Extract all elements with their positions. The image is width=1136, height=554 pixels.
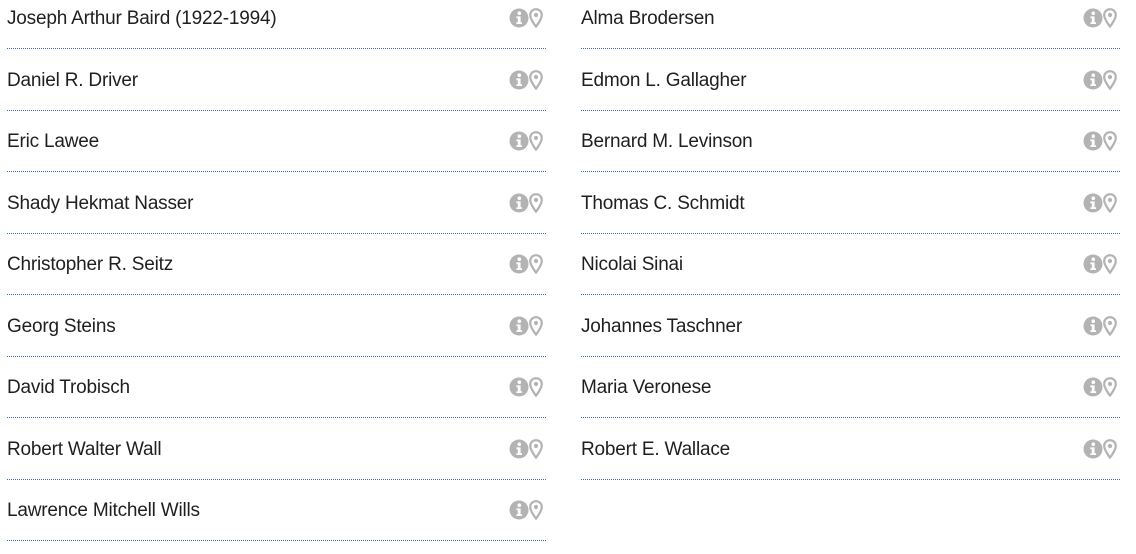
map-marker-icon[interactable] <box>529 70 543 90</box>
info-icon[interactable] <box>1083 193 1103 213</box>
map-marker-icon[interactable] <box>529 377 543 397</box>
person-actions <box>1083 253 1117 275</box>
row-divider <box>7 417 546 418</box>
person-actions <box>509 7 543 29</box>
row-divider <box>7 171 546 172</box>
person-name-link[interactable]: Robert Walter Wall <box>7 438 162 460</box>
row-divider <box>7 479 546 480</box>
person-column-left <box>7 0 546 554</box>
info-icon[interactable] <box>509 377 529 397</box>
person-actions <box>509 69 543 91</box>
person-row <box>581 62 1120 124</box>
map-marker-icon[interactable] <box>1103 8 1117 28</box>
info-icon[interactable] <box>509 500 529 520</box>
person-name-link[interactable]: Georg Steins <box>7 315 116 337</box>
info-icon[interactable] <box>1083 131 1103 151</box>
person-name-link[interactable]: Daniel R. Driver <box>7 69 138 91</box>
map-marker-icon[interactable] <box>529 439 543 459</box>
person-name-link[interactable]: Lawrence Mitchell Wills <box>7 500 200 521</box>
person-name-link[interactable]: Robert E. Wallace <box>581 438 731 460</box>
map-marker-icon[interactable] <box>529 193 543 213</box>
info-icon[interactable] <box>509 439 529 459</box>
row-divider <box>581 417 1120 418</box>
row-divider <box>7 540 546 541</box>
row-divider <box>7 48 546 49</box>
person-row <box>581 246 1120 308</box>
info-icon[interactable] <box>1083 8 1103 28</box>
person-row <box>7 62 546 124</box>
info-icon[interactable] <box>509 70 529 90</box>
map-marker-icon[interactable] <box>529 8 543 28</box>
map-marker-icon[interactable] <box>1103 439 1117 459</box>
person-actions <box>1083 315 1117 337</box>
person-row <box>581 0 1120 62</box>
map-marker-icon[interactable] <box>1103 70 1117 90</box>
row-divider <box>581 356 1120 357</box>
person-row <box>7 0 546 62</box>
person-actions <box>509 130 543 152</box>
row-divider <box>581 294 1120 295</box>
row-divider <box>7 356 546 357</box>
map-marker-icon[interactable] <box>1103 254 1117 274</box>
map-marker-icon[interactable] <box>529 131 543 151</box>
row-divider <box>581 233 1120 234</box>
person-actions <box>1083 69 1117 91</box>
map-marker-icon[interactable] <box>529 500 543 520</box>
person-row <box>581 123 1120 185</box>
row-divider <box>581 479 1120 480</box>
map-marker-icon[interactable] <box>1103 377 1117 397</box>
map-marker-icon[interactable] <box>1103 193 1117 213</box>
person-row <box>7 246 546 308</box>
person-row <box>7 431 546 493</box>
person-actions <box>1083 376 1117 398</box>
map-marker-icon[interactable] <box>529 316 543 336</box>
person-row <box>581 431 1120 493</box>
person-name-link[interactable]: Bernard M. Levinson <box>581 131 753 152</box>
person-actions <box>1083 130 1117 152</box>
person-name-link[interactable]: Alma Brodersen <box>581 8 715 29</box>
map-marker-icon[interactable] <box>1103 131 1117 151</box>
map-marker-icon[interactable] <box>1103 316 1117 336</box>
info-icon[interactable] <box>509 254 529 274</box>
person-actions <box>509 499 543 521</box>
person-row <box>7 492 546 554</box>
info-icon[interactable] <box>1083 254 1103 274</box>
row-divider <box>581 110 1120 111</box>
person-row <box>7 185 546 247</box>
person-actions <box>509 253 543 275</box>
info-icon[interactable] <box>1083 439 1103 459</box>
person-row <box>581 369 1120 431</box>
row-divider <box>7 233 546 234</box>
person-name-link[interactable]: Christopher R. Seitz <box>7 254 174 275</box>
person-column-right <box>581 0 1120 492</box>
person-actions <box>509 192 543 214</box>
info-icon[interactable] <box>509 8 529 28</box>
person-row <box>581 185 1120 247</box>
person-actions <box>1083 192 1117 214</box>
person-actions <box>509 315 543 337</box>
person-row <box>7 123 546 185</box>
person-name-link[interactable]: Eric Lawee <box>7 131 99 152</box>
person-row <box>581 308 1120 370</box>
person-actions <box>509 438 543 460</box>
info-icon[interactable] <box>1083 316 1103 336</box>
info-icon[interactable] <box>1083 70 1103 90</box>
map-marker-icon[interactable] <box>529 254 543 274</box>
row-divider <box>7 294 546 295</box>
row-divider <box>581 48 1120 49</box>
person-row <box>7 369 546 431</box>
info-icon[interactable] <box>509 193 529 213</box>
info-icon[interactable] <box>1083 377 1103 397</box>
row-divider <box>7 110 546 111</box>
person-name-link[interactable]: Johannes Taschner <box>581 315 743 337</box>
person-actions <box>509 376 543 398</box>
person-actions <box>1083 7 1117 29</box>
person-name-link[interactable]: Shady Hekmat Nasser <box>7 192 194 214</box>
row-divider <box>581 171 1120 172</box>
person-name-link[interactable]: Nicolai Sinai <box>581 254 683 275</box>
info-icon[interactable] <box>509 131 529 151</box>
person-actions <box>1083 438 1117 460</box>
person-row <box>7 308 546 370</box>
person-name-link[interactable]: Maria Veronese <box>581 377 712 398</box>
info-icon[interactable] <box>509 316 529 336</box>
person-name-link[interactable]: David Trobisch <box>7 377 130 398</box>
person-name-link[interactable]: Thomas C. Schmidt <box>581 192 745 214</box>
person-name-link[interactable]: Joseph Arthur Baird (1922-1994) <box>7 8 277 29</box>
person-name-link[interactable]: Edmon L. Gallagher <box>581 69 747 91</box>
